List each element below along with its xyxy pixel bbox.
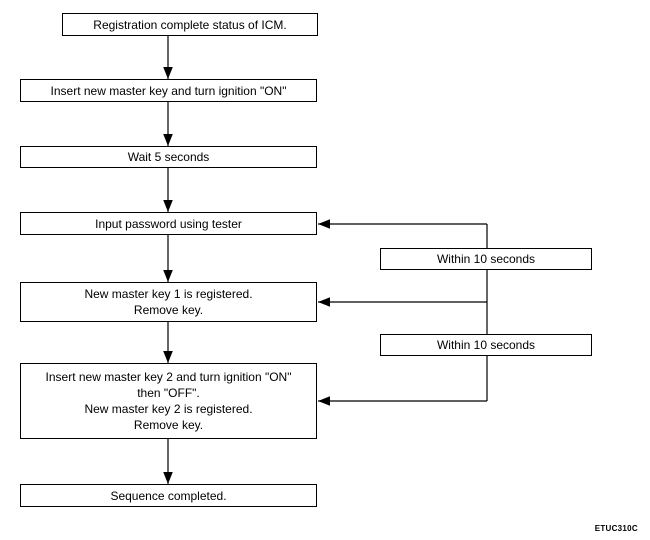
node-sequence-completed xyxy=(20,484,317,507)
node-label-line: Remove key. xyxy=(133,418,204,432)
node-label-line: New master key 2 is registered. xyxy=(84,402,253,416)
figure-code: ETUC310C xyxy=(594,524,638,533)
node-label: Sequence completed. xyxy=(110,488,227,503)
node-label-line: Remove key. xyxy=(133,303,204,317)
node-wait-5-seconds xyxy=(20,146,317,168)
node-label: Insert new master key and turn ignition "ON" xyxy=(50,83,287,98)
node-insert-key2 xyxy=(20,363,317,439)
node-input-password xyxy=(20,212,317,235)
node-label-line: then "OFF". xyxy=(137,386,200,400)
node-label-line: New master key 1 is registered. xyxy=(84,287,253,301)
node-label: Input password using tester xyxy=(95,216,242,231)
node-within-10-seconds-2 xyxy=(380,334,592,356)
node-registration-status xyxy=(62,13,318,36)
node-label-line: Insert new master key 2 and turn ignition "ON" xyxy=(45,370,292,384)
node-label: Wait 5 seconds xyxy=(127,150,210,164)
node-key1-registered xyxy=(20,282,317,322)
node-insert-key1 xyxy=(20,79,317,102)
node-label: Within 10 seconds xyxy=(436,252,536,266)
node-within-10-seconds-1 xyxy=(380,248,592,270)
node-label: Within 10 seconds xyxy=(436,338,536,352)
node-label: Registration complete status of ICM. xyxy=(93,17,287,32)
